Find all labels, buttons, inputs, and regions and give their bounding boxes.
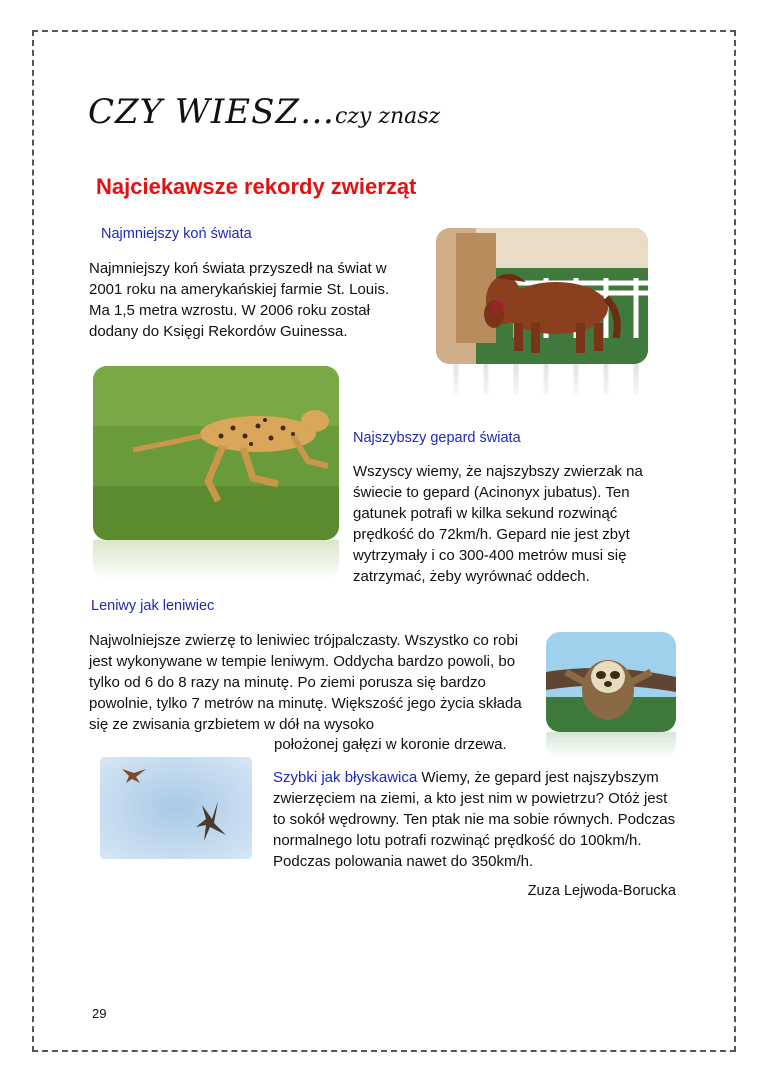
cheetah-photo — [93, 366, 339, 540]
section-heading-horse: Najmniejszy koń świata — [101, 226, 252, 242]
section-text-falcon — [273, 767, 683, 872]
section-body-falcon: Wiemy, że gepard jest najszybszym zwierzęciem na ziemi, a kto jest nim w powietrzu? Otóż jest to sokół wędrowny. Ten ptak nie ma sobie równych. Podczas normalnego lotu potrafi rozwinąć prędkość do 100km/h. Podczas polowania nawet do 350km/h. — [273, 769, 676, 870]
section-text-horse: Najmniejszy koń świata przyszedł na świat w 2001 roku na amerykańskiej farmie St. Louis. Ma 1,5 metra wzrostu. W 2006 roku został dodany do Księgi Rekordów Guinessa. — [89, 260, 390, 340]
cheetah-photo-reflection — [93, 540, 339, 580]
header-sub: czy znasz — [335, 104, 441, 129]
section-text-sloth-end: położonej gałęzi w koronie drzewa. — [274, 736, 507, 753]
section-heading-falcon: Szybki jak błyskawica — [273, 769, 418, 786]
sloth-photo-reflection — [546, 732, 676, 758]
sloth-photo — [546, 632, 676, 732]
horse-photo — [436, 228, 648, 364]
author: Zuza Lejwoda-Borucka — [527, 883, 676, 899]
page-number: 29 — [92, 1006, 107, 1021]
section-text-cheetah: Wszyscy wiemy, że najszybszy zwierzak na świecie to gepard (Acinonyx jubatus). Ten gatunek potrafi w kilka sekund rozwinąć prędkość do 72km/h. Gepard nie jest zbyt wytrzymały i co 300-400 metrów musi się zatrzymać, żeby wyrównać oddech. — [353, 463, 643, 585]
section-text-sloth: Najwolniejsze zwierzę to leniwiec trójpalczasty. Wszystko co robi jest wykonywane w tempie leniwym. Oddycha bardzo powoli, bo tylko od 6 do 8 razy na minutę. Po ziemi porusza się bardzo powolnie, tylko 7 metrów na minutę. Większość jego życia składa się ze zwisania grzbietem w dół na wysoko — [89, 632, 522, 733]
header-title — [88, 92, 440, 132]
section-heading-sloth: Leniwy jak leniwiec — [91, 598, 215, 614]
header-main: CZY WIESZ… — [88, 92, 336, 132]
page-title: Najciekawsze rekordy zwierząt — [96, 174, 417, 199]
horse-photo-reflection — [436, 364, 648, 406]
falcon-photo — [100, 757, 252, 859]
section-heading-cheetah: Najszybszy gepard świata — [353, 430, 521, 446]
